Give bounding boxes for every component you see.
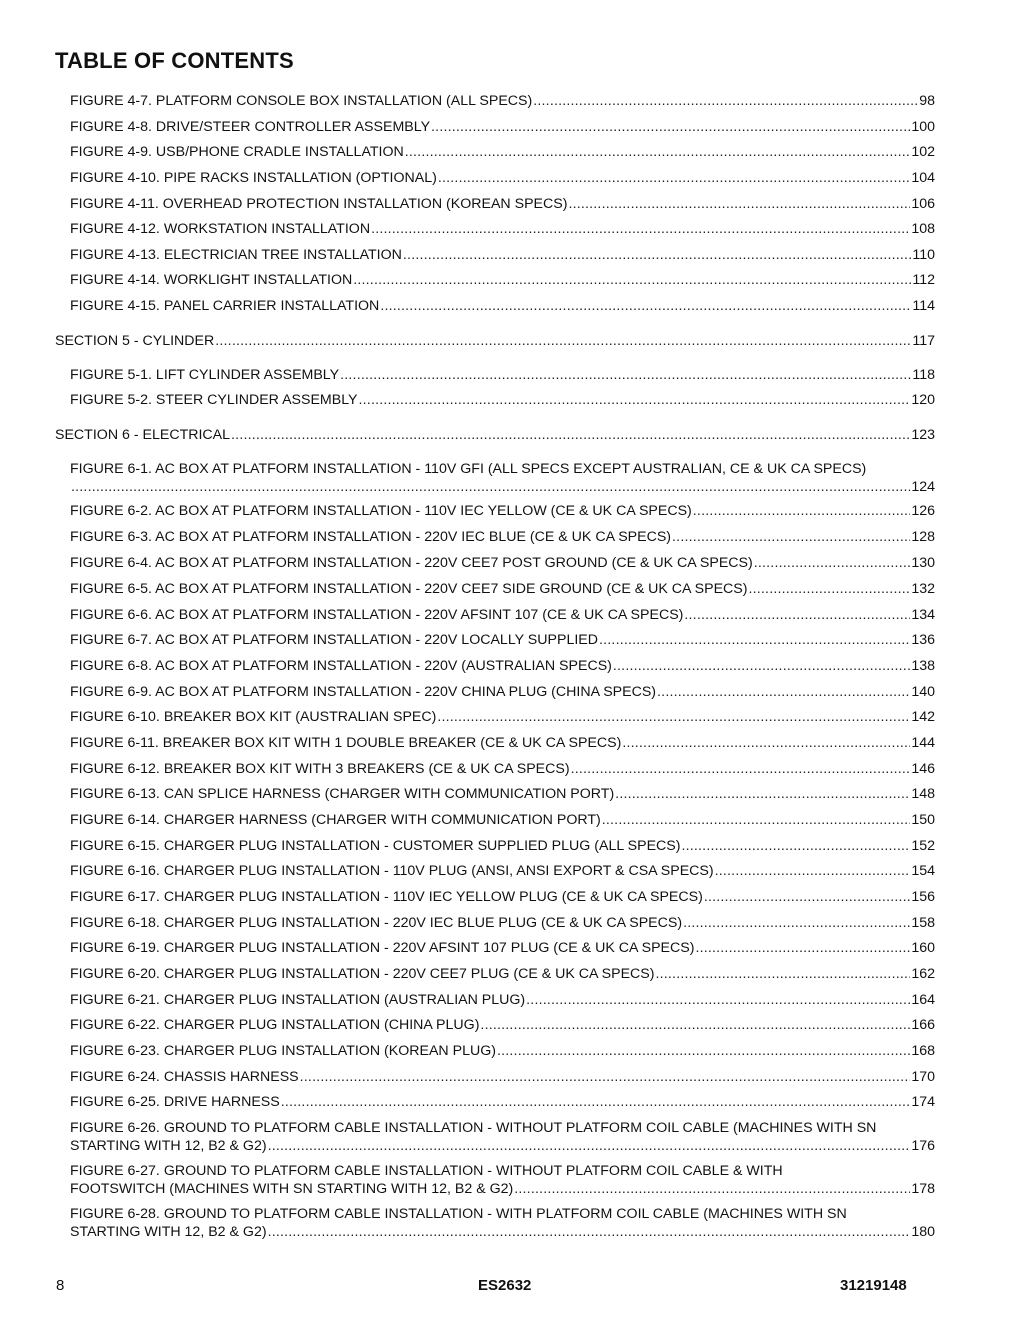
toc-entry-line (70, 478, 935, 496)
toc-entry-line (70, 391, 935, 409)
toc-entry-title: FIGURE 6-12. BREAKER BOX KIT WITH 3 BREAKERS (CE & UK CA SPECS) (70, 761, 570, 777)
toc-figure-entry[interactable] (70, 1016, 935, 1034)
dot-leader (754, 554, 911, 572)
toc-entry-title: FIGURE 6-20. CHARGER PLUG INSTALLATION - 220V CEE7 PLUG (CE & UK CA SPECS) (70, 966, 655, 982)
toc-page-number: 176 (911, 1138, 935, 1154)
toc-page-number: 124 (911, 479, 935, 495)
toc-entry-title: FIGURE 4-14. WORKLIGHT INSTALLATION (70, 272, 353, 288)
toc-entry-line (70, 143, 935, 161)
toc-figure-entry[interactable] (70, 169, 935, 187)
toc-entry-line (70, 1137, 935, 1155)
toc-page-number: 164 (911, 992, 935, 1008)
toc-entry-title: FIGURE 6-28. GROUND TO PLATFORM CABLE INSTALLATION - WITH PLATFORM COIL CABLE (MACHINES WITH SN (70, 1206, 847, 1222)
dot-leader (340, 366, 911, 384)
dot-leader (684, 606, 910, 624)
toc-entry-title: FIGURE 4-11. OVERHEAD PROTECTION INSTALLATION (KOREAN SPECS) (70, 196, 568, 212)
toc-figure-entry[interactable] (70, 297, 935, 315)
toc-page-number: 140 (911, 684, 935, 700)
toc-entry-title: FIGURE 6-22. CHARGER PLUG INSTALLATION (CHINA PLUG) (70, 1017, 480, 1033)
toc-entry-line (70, 92, 935, 110)
toc-page-number: 104 (911, 170, 935, 186)
toc-figure-entry[interactable] (70, 143, 935, 161)
dot-leader (704, 888, 911, 906)
toc-entry-title: FIGURE 4-8. DRIVE/STEER CONTROLLER ASSEMBLY (70, 119, 431, 135)
toc-entry-line (70, 580, 935, 598)
toc-entry-line (70, 862, 935, 880)
page-title: TABLE OF CONTENTS (55, 48, 294, 73)
toc-entry-title: FIGURE 6-1. AC BOX AT PLATFORM INSTALLATION - 110V GFI (ALL SPECS EXCEPT AUSTRALIAN, CE & UK CA SPECS) (70, 461, 867, 477)
toc-entry-title: FOOTSWITCH (MACHINES WITH SN STARTING WITH 12, B2 & G2) (70, 1181, 514, 1197)
toc-figure-entry[interactable] (70, 631, 935, 649)
toc-entry-title: FIGURE 6-11. BREAKER BOX KIT WITH 1 DOUBLE BREAKER (CE & UK CA SPECS) (70, 735, 622, 751)
toc-figure-entry[interactable] (70, 862, 935, 880)
dot-leader (514, 1180, 910, 1198)
toc-figure-entry[interactable] (70, 1042, 935, 1060)
toc-page-number: 108 (911, 221, 935, 237)
toc-entry-line (70, 169, 935, 187)
toc-entry-line (70, 657, 935, 675)
toc-figure-entry[interactable] (70, 708, 935, 726)
footer-page-number: 8 (56, 1277, 65, 1294)
dot-leader (715, 862, 911, 880)
toc-page-number: 148 (911, 786, 935, 802)
toc-entry-title: STARTING WITH 12, B2 & G2) (70, 1224, 267, 1240)
toc-page-number: 102 (911, 144, 935, 160)
toc-entry-title: FIGURE 6-8. AC BOX AT PLATFORM INSTALLATION - 220V (AUSTRALIAN SPECS) (70, 658, 612, 674)
toc-entry-title: FIGURE 4-7. PLATFORM CONSOLE BOX INSTALLATION (ALL SPECS) (70, 93, 533, 109)
toc-section-entry[interactable] (55, 332, 935, 350)
toc-entry-line (70, 1223, 935, 1241)
toc-entry-title: FIGURE 6-21. CHARGER PLUG INSTALLATION (AUSTRALIAN PLUG) (70, 992, 526, 1008)
toc-figure-entry[interactable] (70, 502, 935, 520)
dot-leader (437, 708, 910, 726)
dot-leader (268, 1223, 911, 1241)
toc-entry-line (70, 528, 935, 546)
toc-entry-title: FIGURE 6-25. DRIVE HARNESS (70, 1094, 280, 1110)
toc-entry-title: FIGURE 6-17. CHARGER PLUG INSTALLATION - 110V IEC YELLOW PLUG (CE & UK CA SPECS) (70, 889, 703, 905)
footer-model: ES2632 (478, 1277, 532, 1294)
toc-figure-entry[interactable] (70, 580, 935, 598)
dot-leader (533, 92, 918, 110)
toc-entry-line (70, 965, 935, 983)
dot-leader (655, 965, 910, 983)
toc-entry-line (70, 297, 935, 315)
toc-page-number: 132 (911, 581, 935, 597)
toc-entry-title: FIGURE 6-16. CHARGER PLUG INSTALLATION - 110V PLUG (ANSI, ANSI EXPORT & CSA SPECS) (70, 863, 714, 879)
footer-doc-number: 31219148 (840, 1277, 907, 1294)
toc-entry-title: FIGURE 6-24. CHASSIS HARNESS (70, 1069, 299, 1085)
dot-leader (526, 991, 910, 1009)
toc-entry-line (70, 1180, 935, 1198)
toc-entry-line (70, 1093, 935, 1111)
toc-figure-entry[interactable] (70, 1162, 935, 1198)
toc-entry-line (70, 1162, 935, 1180)
dot-leader (681, 837, 910, 855)
dot-leader (371, 220, 910, 238)
toc-page-number: 114 (912, 298, 935, 314)
toc-page-number: 156 (911, 889, 935, 905)
toc-page-number: 100 (911, 119, 935, 135)
toc-entry-title: FIGURE 6-18. CHARGER PLUG INSTALLATION - 220V IEC BLUE PLUG (CE & UK CA SPECS) (70, 915, 683, 931)
dot-leader (568, 195, 910, 213)
toc-figure-entry[interactable] (70, 366, 935, 384)
toc-entry-title: FIGURE 5-2. STEER CYLINDER ASSEMBLY (70, 392, 358, 408)
toc-figure-entry[interactable] (70, 220, 935, 238)
toc-entry-line (70, 220, 935, 238)
toc-entry-title: FIGURE 6-7. AC BOX AT PLATFORM INSTALLATION - 220V LOCALLY SUPPLIED (70, 632, 598, 648)
toc-entry-title: FIGURE 4-13. ELECTRICIAN TREE INSTALLATION (70, 247, 402, 263)
toc-entry-line (70, 683, 935, 701)
toc-entry-line (70, 734, 935, 752)
toc-figure-entry[interactable] (70, 271, 935, 289)
dot-leader (353, 271, 911, 289)
toc-page-number: 150 (911, 812, 935, 828)
toc-entry-line (70, 460, 935, 478)
toc-entry-line (70, 502, 935, 520)
toc-page-number: 136 (911, 632, 935, 648)
toc-entry-title: FIGURE 6-26. GROUND TO PLATFORM CABLE INSTALLATION - WITHOUT PLATFORM COIL CABLE (MACHINES WITH SN (70, 1120, 877, 1136)
toc-page-number: 180 (911, 1224, 935, 1240)
toc-figure-entry[interactable] (70, 785, 935, 803)
toc-entry-line (70, 1068, 935, 1086)
dot-leader (300, 1068, 911, 1086)
toc-entry-line (70, 246, 935, 264)
toc-figure-entry[interactable] (70, 914, 935, 932)
toc-entry-line (70, 631, 935, 649)
toc-entry-title: SECTION 5 - CYLINDER (55, 333, 215, 349)
toc-page-number: 130 (911, 555, 935, 571)
toc-page-number: 134 (911, 607, 935, 623)
toc-entry-line (70, 939, 935, 957)
dot-leader (215, 332, 911, 350)
toc-entry-line (70, 837, 935, 855)
toc-figure-entry[interactable] (70, 391, 935, 409)
toc-page-number: 152 (911, 838, 935, 854)
toc-entry-title: FIGURE 6-5. AC BOX AT PLATFORM INSTALLATION - 220V CEE7 SIDE GROUND (CE & UK CA SPECS) (70, 581, 748, 597)
toc-entry-line (70, 708, 935, 726)
toc-page-number: 162 (911, 966, 935, 982)
toc-page-number: 144 (911, 735, 935, 751)
toc-entry-line (70, 991, 935, 1009)
toc-entry-line (70, 811, 935, 829)
toc-page-number: 123 (911, 427, 935, 443)
toc-entry-line (70, 366, 935, 384)
toc-figure-entry[interactable] (70, 837, 935, 855)
toc-page-number: 128 (911, 529, 935, 545)
toc-figure-entry[interactable] (70, 734, 935, 752)
dot-leader (683, 914, 910, 932)
toc-figure-entry[interactable] (70, 460, 935, 496)
toc-entry-title: FIGURE 6-15. CHARGER PLUG INSTALLATION - CUSTOMER SUPPLIED PLUG (ALL SPECS) (70, 838, 681, 854)
dot-leader (231, 426, 910, 444)
toc-entry-title: FIGURE 4-9. USB/PHONE CRADLE INSTALLATION (70, 144, 404, 160)
dot-leader (571, 760, 911, 778)
toc-page-number: 170 (911, 1069, 935, 1085)
toc-figure-entry[interactable] (70, 1205, 935, 1241)
toc-entry-title: FIGURE 6-13. CAN SPLICE HARNESS (CHARGER WITH COMMUNICATION PORT) (70, 786, 615, 802)
toc-figure-entry[interactable] (70, 92, 935, 110)
toc-entry-line (70, 118, 935, 136)
toc-entry-title: FIGURE 6-9. AC BOX AT PLATFORM INSTALLATION - 220V CHINA PLUG (CHINA SPECS) (70, 684, 657, 700)
dot-leader (602, 811, 911, 829)
toc-figure-entry[interactable] (70, 118, 935, 136)
toc-entry-line (70, 1205, 935, 1223)
toc-entry-line (70, 1119, 935, 1137)
toc-figure-entry[interactable] (70, 683, 935, 701)
toc-entry-title: FIGURE 6-2. AC BOX AT PLATFORM INSTALLATION - 110V IEC YELLOW (CE & UK CA SPECS) (70, 503, 692, 519)
toc-page-number: 112 (912, 272, 935, 288)
toc-entry-line (70, 554, 935, 572)
toc-entry-title: SECTION 6 - ELECTRICAL (55, 427, 231, 443)
toc-figure-entry[interactable] (70, 1093, 935, 1111)
toc-entry-line (70, 888, 935, 906)
toc-page-number: 120 (911, 392, 935, 408)
toc-entry-line (70, 914, 935, 932)
toc-entry-title: FIGURE 6-10. BREAKER BOX KIT (AUSTRALIAN SPEC) (70, 709, 437, 725)
toc-page-number: 160 (911, 940, 935, 956)
toc-entry-title: FIGURE 4-10. PIPE RACKS INSTALLATION (OPTIONAL) (70, 170, 437, 186)
toc-page-number: 142 (911, 709, 935, 725)
toc-figure-entry[interactable] (70, 965, 935, 983)
toc-entry-title: FIGURE 6-14. CHARGER HARNESS (CHARGER WITH COMMUNICATION PORT) (70, 812, 601, 828)
dot-leader (693, 502, 911, 520)
toc-entry-line (70, 606, 935, 624)
toc-figure-entry[interactable] (70, 888, 935, 906)
toc-page-number: 98 (919, 93, 935, 109)
dot-leader (599, 631, 910, 649)
toc-page-number: 168 (911, 1043, 935, 1059)
toc-entry-line (70, 195, 935, 213)
toc-entry-line (70, 1016, 935, 1034)
toc-page-number: 126 (911, 503, 935, 519)
toc-entry-title: FIGURE 6-4. AC BOX AT PLATFORM INSTALLATION - 220V CEE7 POST GROUND (CE & UK CA SPECS) (70, 555, 753, 571)
toc-figure-entry[interactable] (70, 939, 935, 957)
toc-figure-entry[interactable] (70, 991, 935, 1009)
dot-leader (748, 580, 910, 598)
toc-entry-title: FIGURE 4-15. PANEL CARRIER INSTALLATION (70, 298, 380, 314)
toc-entry-title: FIGURE 6-6. AC BOX AT PLATFORM INSTALLATION - 220V AFSINT 107 (CE & UK CA SPECS) (70, 607, 684, 623)
toc-page-number: 106 (911, 196, 935, 212)
toc-entry-line (70, 760, 935, 778)
dot-leader (71, 478, 910, 496)
toc-entry-title: FIGURE 6-19. CHARGER PLUG INSTALLATION - 220V AFSINT 107 PLUG (CE & UK CA SPECS) (70, 940, 695, 956)
toc-page-number: 118 (912, 367, 935, 383)
toc-page-number: 174 (911, 1094, 935, 1110)
toc-page-number: 166 (911, 1017, 935, 1033)
toc-page-number: 178 (911, 1181, 935, 1197)
toc-figure-entry[interactable] (70, 606, 935, 624)
toc-entry-title: FIGURE 6-3. AC BOX AT PLATFORM INSTALLATION - 220V IEC BLUE (CE & UK CA SPECS) (70, 529, 672, 545)
dot-leader (480, 1016, 910, 1034)
toc-page-number: 158 (911, 915, 935, 931)
toc-entry-title: FIGURE 5-1. LIFT CYLINDER ASSEMBLY (70, 367, 340, 383)
toc-figure-entry[interactable] (70, 1068, 935, 1086)
toc-figure-entry[interactable] (70, 760, 935, 778)
dot-leader (380, 297, 911, 315)
toc-entry-title: FIGURE 6-27. GROUND TO PLATFORM CABLE INSTALLATION - WITHOUT PLATFORM COIL CABLE & WITH (70, 1163, 783, 1179)
dot-leader (359, 391, 911, 409)
dot-leader (615, 785, 910, 803)
dot-leader (622, 734, 910, 752)
toc-figure-entry[interactable] (70, 195, 935, 213)
dot-leader (438, 169, 910, 187)
toc-figure-entry[interactable] (70, 554, 935, 572)
toc-figure-entry[interactable] (70, 528, 935, 546)
toc-entry-line (55, 332, 935, 350)
dot-leader (431, 118, 910, 136)
dot-leader (268, 1137, 911, 1155)
dot-leader (695, 939, 910, 957)
toc-figure-entry[interactable] (70, 657, 935, 675)
toc-entry-line (70, 1042, 935, 1060)
dot-leader (672, 528, 910, 546)
toc-entry-title: FIGURE 4-12. WORKSTATION INSTALLATION (70, 221, 371, 237)
dot-leader (403, 246, 911, 264)
toc-figure-entry[interactable] (70, 811, 935, 829)
dot-leader (613, 657, 910, 675)
toc-entry-line (55, 426, 935, 444)
toc-figure-entry[interactable] (70, 1119, 935, 1155)
dot-leader (405, 143, 911, 161)
toc-entry-line (70, 785, 935, 803)
toc-page-number: 110 (912, 247, 935, 263)
dot-leader (281, 1093, 911, 1111)
dot-leader (657, 683, 910, 701)
toc-section-entry[interactable] (55, 426, 935, 444)
toc-page-number: 117 (912, 333, 935, 349)
toc-figure-entry[interactable] (70, 246, 935, 264)
dot-leader (497, 1042, 910, 1060)
toc-entry-title: FIGURE 6-23. CHARGER PLUG INSTALLATION (KOREAN PLUG) (70, 1043, 496, 1059)
toc-entry-title: STARTING WITH 12, B2 & G2) (70, 1138, 267, 1154)
toc-entry-line (70, 271, 935, 289)
toc-page-number: 146 (911, 761, 935, 777)
toc-page-number: 154 (911, 863, 935, 879)
toc-page-number: 138 (911, 658, 935, 674)
